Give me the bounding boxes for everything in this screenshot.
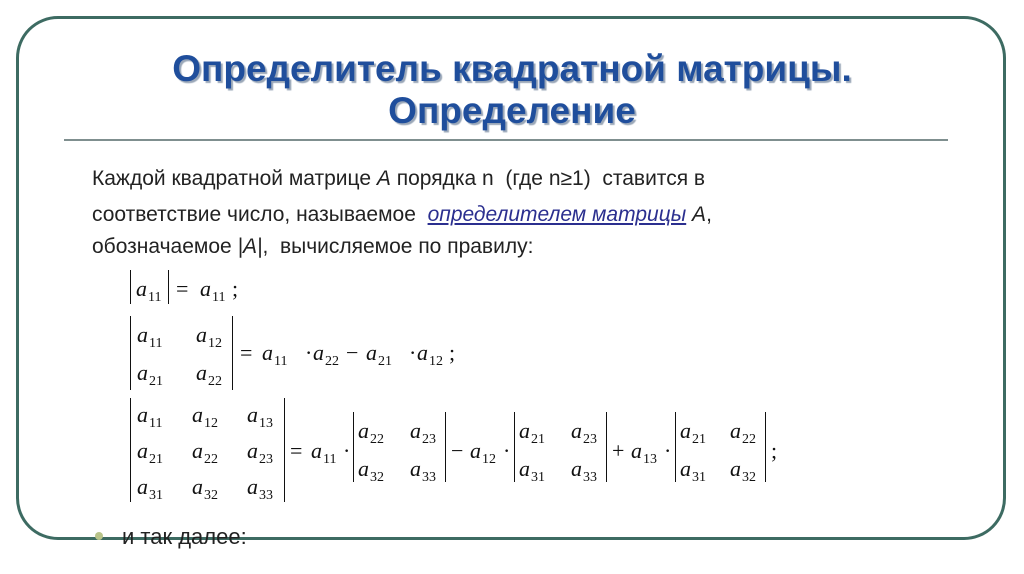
operator-symbol: ;	[232, 276, 239, 301]
determinant-bar	[232, 316, 233, 390]
determinant-bar	[284, 398, 285, 502]
operator-symbol: +	[612, 438, 625, 463]
text-segment: Каждой квадратной матрице	[92, 167, 377, 190]
matrix-element: $a_{11}$	[137, 402, 163, 431]
determinant-notation: |A|	[237, 235, 263, 258]
determinant-bar	[353, 412, 354, 482]
matrix-element: $a_{22}$	[358, 418, 384, 447]
determinant-bar	[514, 412, 515, 482]
matrix-element: $a_{21}$	[366, 340, 392, 369]
matrix-element: $a_{31}$	[137, 474, 163, 503]
matrix-element: $a_{33}$	[410, 456, 436, 485]
operator-symbol: ·	[409, 340, 417, 365]
continuation-text: и так далее:	[122, 524, 247, 549]
determinant-link[interactable]: определителем матрицы	[427, 203, 687, 226]
operator-symbol: ·	[305, 340, 313, 365]
operator-symbol: ;	[771, 438, 778, 463]
determinant-bar	[168, 270, 169, 304]
matrix-element: $a_{32}$	[358, 456, 384, 485]
matrix-element: $a_{31}$	[519, 456, 545, 485]
text-segment: соответствие число, называемое	[92, 203, 428, 226]
operator-symbol: ·	[664, 438, 672, 463]
matrix-element: $a_{22}$	[313, 340, 339, 369]
determinant-bar	[765, 412, 766, 482]
matrix-element: $a_{23}$	[247, 438, 273, 467]
determinant-bar	[130, 398, 131, 502]
operator-symbol: ·	[503, 438, 511, 463]
matrix-element: $a_{11}$	[311, 438, 337, 467]
matrix-element: $a_{23}$	[410, 418, 436, 447]
matrix-element: $a_{12}$	[417, 340, 443, 369]
matrix-element: $a_{12}$	[196, 322, 222, 351]
operator-symbol: =	[176, 276, 189, 301]
matrix-element: $a_{23}$	[571, 418, 597, 447]
order-symbol: n	[481, 167, 494, 190]
matrix-element: $a_{32}$	[192, 474, 218, 503]
matrix-element: $a_{21}$	[680, 418, 706, 447]
text-segment: , вычисляемое по правилу:	[262, 235, 534, 258]
slide-title-line2: Определение	[388, 90, 636, 131]
matrix-element: $a_{11}$	[262, 340, 288, 369]
operator-symbol: ·	[343, 438, 351, 463]
operator-symbol: =	[240, 340, 253, 365]
matrix-element: $a_{13}$	[631, 438, 657, 467]
determinant-bar	[445, 412, 446, 482]
text-segment: (где n≥1) ставится в	[493, 167, 706, 190]
text-segment: ,	[706, 203, 712, 226]
matrix-symbol: A	[376, 167, 391, 190]
matrix-element: $a_{11}$	[200, 276, 226, 305]
determinant-bar	[130, 316, 131, 390]
determinant-bar	[675, 412, 676, 482]
operator-symbol: =	[290, 438, 303, 463]
definition-line-3	[92, 236, 533, 257]
operator-symbol: −	[451, 438, 464, 463]
matrix-element: $a_{11}$	[136, 276, 162, 305]
determinant-bar	[130, 270, 131, 304]
definition-line-2	[92, 204, 712, 225]
matrix-element: $a_{12}$	[470, 438, 496, 467]
text-segment: порядка	[390, 167, 482, 190]
matrix-element: $a_{22}$	[192, 438, 218, 467]
matrix-element: $a_{11}$	[137, 322, 163, 351]
matrix-element: $a_{31}$	[680, 456, 706, 485]
matrix-element: $a_{22}$	[196, 360, 222, 389]
matrix-element: $a_{21}$	[137, 438, 163, 467]
definition-line-1	[92, 168, 705, 189]
slide-title-line1: Определитель квадратной матрицы.	[172, 48, 852, 89]
matrix-element: $a_{32}$	[730, 456, 756, 485]
matrix-symbol: A	[692, 203, 707, 226]
bullet-dot-icon	[95, 532, 103, 540]
determinant-bar	[606, 412, 607, 482]
matrix-element: $a_{22}$	[730, 418, 756, 447]
operator-symbol: −	[346, 340, 359, 365]
matrix-element: $a_{13}$	[247, 402, 273, 431]
title-divider	[64, 139, 948, 141]
matrix-element: $a_{21}$	[519, 418, 545, 447]
matrix-element: $a_{12}$	[192, 402, 218, 431]
matrix-element: $a_{33}$	[247, 474, 273, 503]
operator-symbol: ;	[449, 340, 456, 365]
text-segment: обозначаемое	[92, 235, 238, 258]
matrix-element: $a_{33}$	[571, 456, 597, 485]
matrix-element: $a_{21}$	[137, 360, 163, 389]
